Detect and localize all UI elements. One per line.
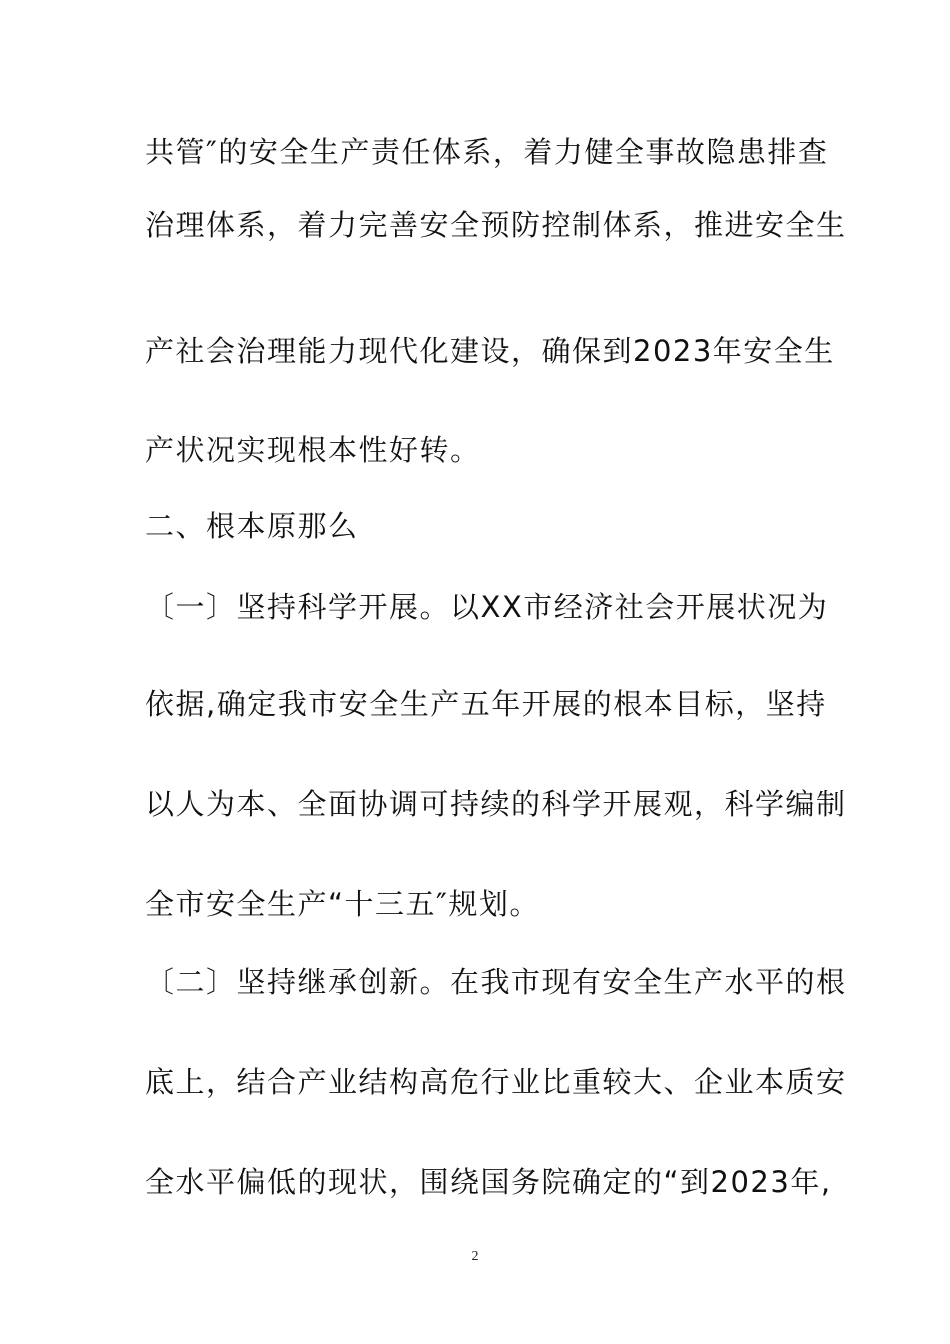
text-line: 〔二〕坚持继承创新。在我市现有安全生产水平的根 <box>145 965 847 999</box>
section-heading: 二、根本原那么 <box>145 509 359 543</box>
text-line: 全市安全生产“十三五″规划。 <box>145 887 540 921</box>
text-line: 底上，结合产业结构高危行业比重较大、企业本质安 <box>145 1065 847 1099</box>
text-line: 产社会治理能力现代化建设，确保到2023年安全生 <box>145 334 835 368</box>
page-number: 2 <box>471 1249 479 1264</box>
text-line: 共管″的安全生产责任体系，着力健全事故隐患排查 <box>145 135 829 169</box>
text-line: 以人为本、全面协调可持续的科学开展观，科学编制 <box>145 787 847 821</box>
text-line: 依据,确定我市安全生产五年开展的根本目标，坚持 <box>145 687 827 721</box>
text-line: 产状况实现根本性好转。 <box>145 433 481 467</box>
text-line: 全水平偏低的现状，围绕国务院确定的“到2023年, <box>145 1165 832 1199</box>
text-line: 治理体系，着力完善安全预防控制体系，推进安全生 <box>145 208 847 242</box>
text-line: 〔一〕坚持科学开展。以XX市经济社会开展状况为 <box>145 590 829 624</box>
